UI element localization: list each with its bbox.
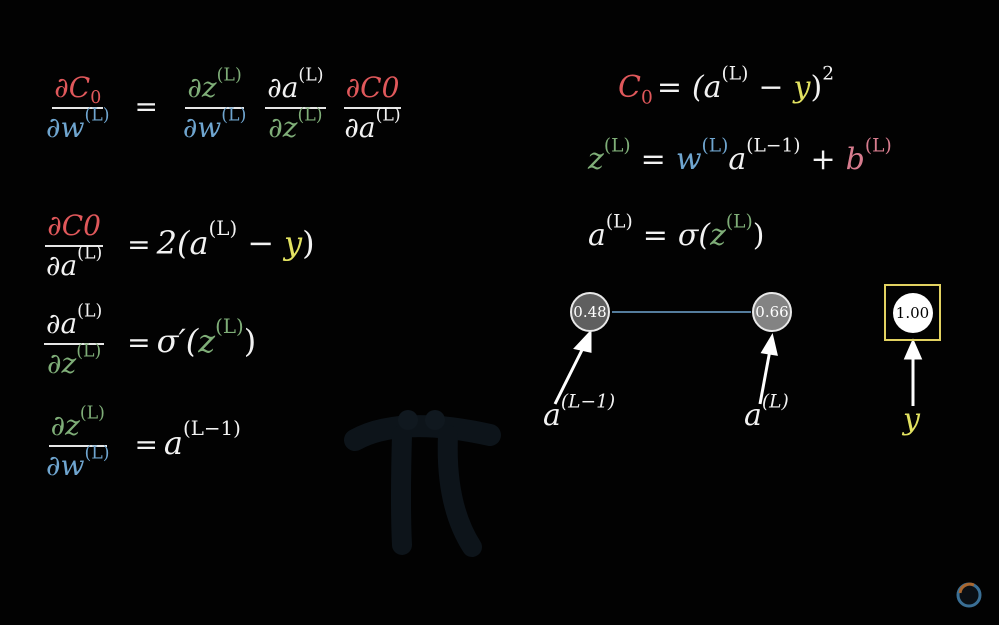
dw-sup: (L) xyxy=(84,105,110,126)
dC0-numerator: ∂C xyxy=(54,71,91,104)
dw-denominator: ∂w xyxy=(46,449,85,483)
dw-denominator: ∂w xyxy=(182,111,222,145)
label-a-last xyxy=(744,391,789,433)
cost-close: ) xyxy=(810,70,823,105)
da-sup: (L) xyxy=(77,243,103,264)
equals-sign: = xyxy=(642,218,668,253)
da-sup: (L) xyxy=(298,65,324,86)
a-sup: (L) xyxy=(721,63,749,85)
dw-sup: (L) xyxy=(84,443,110,464)
sigma-open: σ( xyxy=(677,218,711,253)
da-numerator: ∂a xyxy=(267,71,299,104)
dC0-da-equation: $\frac{\partial C0}{\partial a^{(L)}}$ = $2(a^{(L)} - y)$ xyxy=(46,209,315,283)
da-sup: (L) xyxy=(375,105,401,126)
equals-sign: = xyxy=(134,89,158,123)
dz-dw-equation: $\frac{\partial z^{(L)}}{\partial w^{(L)}}$ = $a^{(L-1)}$ xyxy=(46,403,241,483)
target-value: 1.00 xyxy=(895,303,930,322)
cost-symbol: C xyxy=(618,70,641,105)
z-sup: (L) xyxy=(603,135,631,157)
da-denominator: ∂a xyxy=(344,111,376,145)
equals-sign: = xyxy=(656,70,682,105)
a-symbol: a xyxy=(728,142,747,177)
arrow-target-head xyxy=(906,342,920,358)
da-denominator: ∂a xyxy=(46,249,78,283)
square-exponent: 2 xyxy=(822,63,835,85)
dz-numerator: ∂z xyxy=(187,71,217,104)
a-sup: (L−1) xyxy=(182,416,241,440)
label-a-last-symbol: a xyxy=(744,398,762,433)
rhs-sup: (L) xyxy=(208,216,238,240)
dC0-sub: 0 xyxy=(90,88,102,109)
dw-denominator: ∂w xyxy=(46,111,85,145)
dz-sup: (L) xyxy=(79,403,105,424)
w-sup: (L) xyxy=(701,135,729,157)
dC0-numerator: ∂C0 xyxy=(47,209,101,242)
sigma-close: ) xyxy=(752,218,765,253)
rhs-close: ) xyxy=(302,223,315,262)
a-sup: (L−1) xyxy=(746,135,801,157)
y-symbol: y xyxy=(284,223,303,262)
sigma-prime: σ′( xyxy=(156,321,199,360)
z-sup: (L) xyxy=(215,314,244,338)
label-a-prev-symbol: a xyxy=(543,398,561,433)
label-a-prev xyxy=(543,391,616,433)
neuron-prev-value: 0.48 xyxy=(573,303,607,321)
dz-denominator: ∂z xyxy=(268,111,298,145)
z-sup: (L) xyxy=(725,211,753,233)
plus-sign: + xyxy=(810,142,836,177)
y-symbol: y xyxy=(793,70,811,105)
z-symbol: z xyxy=(198,321,216,360)
z-symbol: z xyxy=(710,218,726,253)
label-a-prev-sup: (L−1) xyxy=(560,391,616,413)
dw-sup: (L) xyxy=(221,105,247,126)
target-box xyxy=(884,284,941,341)
da-numerator: ∂a xyxy=(46,307,78,340)
dz-numerator: ∂z xyxy=(50,409,80,442)
neuron-prev-layer xyxy=(570,292,610,332)
a-sup: (L) xyxy=(605,211,633,233)
label-y-symbol: y xyxy=(903,402,920,437)
dz-sup: (L) xyxy=(297,105,323,126)
minus-sign: − xyxy=(247,223,274,262)
dz-denominator: ∂z xyxy=(46,347,77,381)
da-dz-equation: $\frac{\partial a^{(L)}}{\partial z^{(L)}}$ = $\sigma'(z^{(L)})$ xyxy=(46,301,257,381)
arrow-last-head xyxy=(763,337,776,354)
a-symbol: a xyxy=(588,218,606,253)
label-y xyxy=(903,402,920,437)
neuron-last-layer xyxy=(752,292,792,332)
b-symbol: b xyxy=(845,142,865,177)
dz-sup: (L) xyxy=(76,341,102,362)
rhs-close: ) xyxy=(243,321,257,360)
dC0-numerator: ∂C0 xyxy=(345,71,400,104)
arrow-prev-head xyxy=(576,333,590,351)
cost-sub: 0 xyxy=(640,87,653,109)
target-neuron xyxy=(893,293,933,333)
z-symbol: z xyxy=(588,142,604,177)
minus-sign: − xyxy=(758,70,784,105)
da-sup: (L) xyxy=(77,301,103,322)
neuron-last-value: 0.66 xyxy=(755,303,789,321)
dz-sup: (L) xyxy=(216,65,242,86)
w-symbol: w xyxy=(675,142,702,177)
equals-sign: = xyxy=(640,142,666,177)
a-symbol: a xyxy=(163,423,183,462)
rhs-open: 2(a xyxy=(156,223,209,262)
cost-open: (a xyxy=(691,70,722,105)
b-sup: (L) xyxy=(864,135,892,157)
label-a-last-sup: (L) xyxy=(761,391,789,413)
channel-logo-icon xyxy=(954,580,984,610)
